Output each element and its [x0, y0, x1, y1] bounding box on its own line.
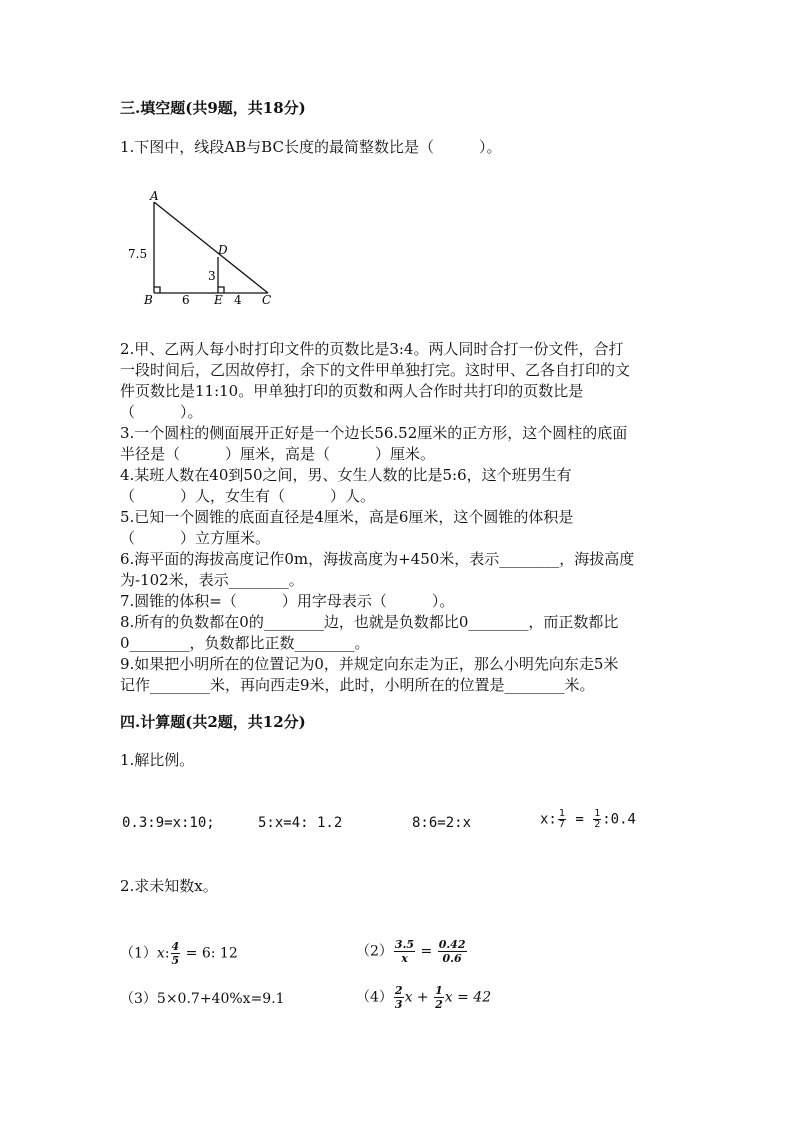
q3-line1: 3.一个圆柱的侧面展开正好是一个边长56.52厘米的正方形，这个圆柱的底面	[120, 424, 628, 442]
numerator: 3.5	[394, 938, 415, 951]
equation-label: （4）	[356, 989, 393, 1006]
right-angle-b	[154, 287, 160, 293]
denominator: 7	[558, 819, 565, 830]
fraction-two-thirds	[394, 984, 404, 1011]
q6-line1: 6.海平面的海拔高度记作0m，海拔高度为+450米，表示________，海拔高度	[120, 550, 635, 568]
numerator: 1	[558, 808, 565, 819]
fraction-3-5-over-x	[394, 938, 415, 965]
q5-line2: （ ）立方厘米。	[120, 529, 271, 547]
equation-label: （1）	[120, 945, 157, 962]
q7-text: 7.圆锥的体积=（ ）用字母表示（ ）。	[120, 592, 455, 610]
label-e: E	[214, 293, 223, 307]
q6-line2: 为-102米，表示________。	[120, 571, 304, 589]
q9-line2: 记作________米，再向西走9米，此时，小明所在的位置是________米。	[120, 676, 595, 694]
denominator: x	[401, 952, 408, 965]
q1-text: 1.下图中，线段AB与BC长度的最简整数比是（ ）。	[120, 138, 502, 156]
denominator: 5	[171, 954, 180, 967]
term-x-plus: x +	[404, 989, 429, 1006]
colon: :	[164, 945, 170, 962]
numerator: 1	[435, 984, 443, 997]
label-be-length: 6	[182, 293, 190, 307]
variable-x: x	[156, 945, 165, 962]
proportion-1: 0.3:9=x:10;	[122, 815, 215, 831]
numerator: 2	[394, 984, 403, 997]
fraction-four-fifths	[171, 940, 181, 967]
calc-q1-text: 1.解比例。	[120, 751, 195, 769]
section4-title: 四.计算题(共2题，共12分)	[120, 713, 306, 731]
label-c: C	[262, 293, 272, 307]
fraction-0-42-over-0-6	[438, 938, 467, 965]
fraction-one-seventh	[558, 809, 566, 830]
q5-line1: 5.已知一个圆锥的底面直径是4厘米，高是6厘米，这个圆锥的体积是	[120, 508, 574, 526]
fraction-one-half-b	[434, 984, 444, 1011]
term-x-equals: x = 42	[444, 989, 492, 1006]
denominator: 0.6	[442, 952, 462, 965]
label-ec-length: 4	[234, 293, 242, 307]
section3-title: 三.填空题(共9题，共18分)	[120, 99, 306, 117]
q2-line3: 件页数比是11:10。甲单独打印的页数和两人合作时共打印的页数比是	[120, 382, 584, 400]
q2-line1: 2.甲、乙两人每小时打印文件的页数比是3:4。两人同时合打一份文件，合打	[120, 340, 624, 358]
triangle-figure	[120, 190, 280, 310]
label-ab-length: 7.5	[128, 247, 148, 261]
equation-label: （3）	[120, 991, 157, 1007]
equation-text: 5×0.7+40%x=9.1	[156, 991, 285, 1007]
proportion-4-pre: x:	[540, 811, 557, 828]
equals-sign: =	[420, 943, 433, 960]
denominator: 2	[594, 819, 601, 830]
equation-1	[120, 940, 238, 967]
q4-line1: 4.某班人数在40到50之间，男、女生人数的比是5:6，这个班男生有	[120, 466, 572, 484]
proportion-2: 5:x=4: 1.2	[258, 815, 343, 831]
label-de-length: 3	[208, 269, 216, 283]
q9-line1: 9.如果把小明所在的位置记为0，并规定向东走为正，那么小明先向东走5米	[120, 655, 619, 673]
q2-line2: 一段时间后，乙因故停打，余下的文件甲单独打完。这时甲、乙各自打印的文	[120, 361, 631, 379]
q8-line2: 0________，负数都比正数________。	[120, 634, 370, 652]
q8-line1: 8.所有的负数都在0的________边，也就是负数都比0________，而正数都比	[120, 613, 619, 631]
q2-line4: （ ）。	[120, 403, 203, 421]
numerator: 1	[594, 808, 601, 819]
denominator: 3	[394, 998, 403, 1011]
proportion-4	[540, 809, 636, 830]
equation-2	[356, 938, 468, 965]
numerator: 4	[171, 940, 180, 953]
equation-3	[120, 988, 285, 1008]
denominator: 2	[435, 998, 443, 1011]
equals-sign: =	[566, 811, 593, 828]
label-d: D	[218, 243, 228, 257]
q3-line2: 半径是（ ）厘米，高是（ ）厘米。	[120, 445, 436, 463]
equation-rest: = 6: 12	[185, 945, 238, 962]
label-a: A	[150, 190, 159, 203]
label-b: B	[144, 293, 153, 307]
proportion-4-post: :0.4	[602, 811, 636, 828]
equation-label: （2）	[356, 943, 393, 960]
equation-4	[356, 984, 491, 1011]
proportion-3: 8:6=2:x	[412, 815, 472, 831]
numerator: 0.42	[438, 938, 466, 951]
q4-line2: （ ）人，女生有（ ）人。	[120, 487, 376, 505]
fraction-one-half	[593, 809, 601, 830]
calc-q2-text: 2.求未知数x。	[120, 877, 218, 895]
